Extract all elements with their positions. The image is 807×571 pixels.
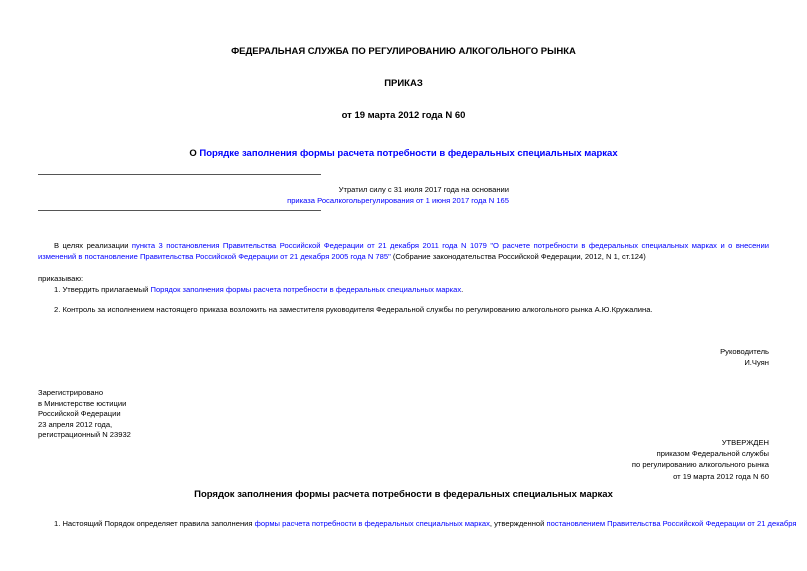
item-2: 2. Контроль за исполнением настоящего приказа возложить на заместителя руководителя Федеральной службы по регулированию алкогольного рынка А.Ю.Кружалина. xyxy=(54,305,653,314)
status-note xyxy=(38,185,509,206)
preamble-paragraph xyxy=(38,241,769,262)
approved-line-2: приказом Федеральной службы xyxy=(656,449,769,459)
point-1-link-resolution[interactable]: постановлением Правительства Российской Федерации от 21 декабря xyxy=(546,519,797,528)
status-rule-bottom xyxy=(38,210,321,211)
procedure-title: Порядок заполнения формы расчета потребности в федеральных специальных марках xyxy=(194,489,613,500)
item-1-link[interactable]: Порядок заполнения формы расчета потребности в федеральных специальных марках xyxy=(150,285,462,294)
status-link[interactable]: приказа Росалкогольрегулирования от 1 июня 2017 года N 165 xyxy=(287,196,509,205)
preamble-text-after: (Собрание законодательства Российской Федерации, 2012, N 1, ст.124) xyxy=(390,251,646,261)
point-1-link-form[interactable]: формы расчета потребности в федеральных специальных марках xyxy=(254,519,490,528)
preamble-text-before: В целях реализации xyxy=(54,241,132,250)
title-link[interactable]: Порядке заполнения формы расчета потребности в федеральных специальных марках xyxy=(199,148,618,159)
agency-title: ФЕДЕРАЛЬНАЯ СЛУЖБА ПО РЕГУЛИРОВАНИЮ АЛКОГОЛЬНОГО РЫНКА xyxy=(231,46,576,57)
order-word: приказываю: xyxy=(38,274,84,283)
registration-block xyxy=(38,388,131,441)
status-line: Утратил силу с 31 июля 2017 года на основании xyxy=(338,185,509,194)
point-1-before: 1. Настоящий Порядок определяет правила заполнения xyxy=(54,519,255,528)
item-1-before: 1. Утвердить прилагаемый xyxy=(54,285,151,294)
point-1 xyxy=(54,519,797,529)
signature-block xyxy=(720,346,769,368)
signature-role: Руководитель xyxy=(720,347,769,356)
title-prefix: О xyxy=(189,148,200,159)
status-rule-top xyxy=(38,174,321,175)
document-title xyxy=(0,148,807,159)
registration-line-4: 23 апреля 2012 года, xyxy=(38,419,113,429)
registration-line-1: Зарегистрировано xyxy=(38,388,104,397)
approved-line-1: УТВЕРЖДЕН xyxy=(721,438,769,447)
item-1-after: . xyxy=(461,285,464,294)
approved-block xyxy=(632,437,769,482)
point-1-middle: , утвержденной xyxy=(489,519,547,528)
approved-line-4: от 19 марта 2012 года N 60 xyxy=(673,471,769,481)
registration-line-2: в Министерстве юстиции xyxy=(38,398,127,408)
preamble-link[interactable]: пункта 3 постановления Правительства Российской Федерации от 21 декабря 2011 года N 1079 "О расчете потребности в федеральных специальных марках и о внесении изменений в постановление Правительства Российской Федерации от 21 декабря 2005 года N 785" xyxy=(38,241,769,261)
registration-line-5: регистрационный N 23932 xyxy=(38,430,131,440)
doc-type: ПРИКАЗ xyxy=(384,78,423,89)
registration-line-3: Российской Федерации xyxy=(38,409,121,419)
item-1 xyxy=(54,285,463,295)
approved-line-3: по регулированию алкогольного рынка xyxy=(631,460,769,470)
doc-date: от 19 марта 2012 года N 60 xyxy=(341,110,466,121)
signature-name: И.Чуян xyxy=(744,358,769,367)
